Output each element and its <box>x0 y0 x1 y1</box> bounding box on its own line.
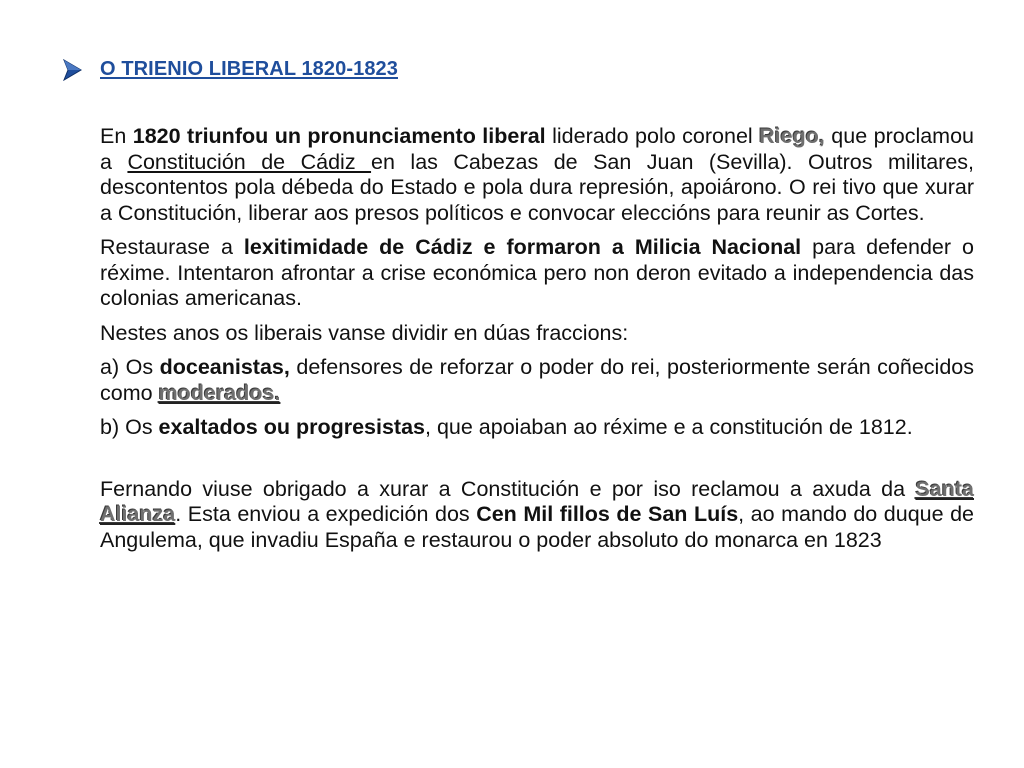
text-run: doceanistas, <box>159 355 290 379</box>
arrow-bullet-icon <box>62 59 82 81</box>
text-run: Riego, <box>759 124 825 148</box>
paragraph-restaurase <box>100 235 974 312</box>
heading-title: O TRIENIO LIBERAL 1820-1823 <box>100 58 398 80</box>
text-run: moderados. <box>158 380 281 405</box>
text-run: defensores de reforzar o poder do rei, posteriormente serán coñecidos como <box>100 355 974 405</box>
text-run: liderado polo coronel <box>545 124 760 148</box>
text-run: para defender o réxime. Intentaron afrontar a crise económica pero non deron evitado a independencia das colonias americanas. <box>100 235 974 310</box>
text-run: exaltados ou progresistas <box>158 415 425 439</box>
text-run: En <box>100 124 133 148</box>
text-run: 1820 triunfou un pronunciamento liberal <box>132 124 546 148</box>
text-run: lexitimidade de Cádiz e formaron a Milicia Nacional <box>243 235 802 259</box>
slide-body <box>100 124 974 562</box>
paragraph-fraccions <box>100 321 974 347</box>
text-run: en las Cabezas de San Juan (Sevilla). Outros militares, descontentos pola débeda do Estado e pola dura represión, apoiárono. O rei tivo que xurar a Constitución, liberar aos presos políticos e convocar eleccións para reunir as Cortes. <box>100 149 974 225</box>
paragraph-santa-alianza <box>100 477 974 554</box>
text-run: que proclamou a <box>100 124 975 174</box>
text-run: b) Os <box>100 415 159 439</box>
text-run: Nestes anos os liberais vanse dividir en dúas fraccions: <box>100 320 629 345</box>
text-run: , ao mando do duque de Angulema, que invadiu España e restaurou o poder absoluto do monarca en 1823 <box>100 502 975 552</box>
paragraph-exaltados <box>100 415 974 441</box>
text-run: . Esta enviou a expedición dos <box>175 502 477 526</box>
text-run: Restaurase a <box>100 235 244 259</box>
paragraph-pronunciamento <box>100 124 974 226</box>
paragraph-doceanistas <box>100 355 974 406</box>
slide-heading <box>62 58 398 81</box>
text-run: Cen Mil fillos de San Luís <box>476 502 739 526</box>
text-run: Constitución de Cádiz <box>127 149 372 174</box>
text-run: Fernando viuse obrigado a xurar a Constitución e por iso reclamou a axuda da <box>100 476 916 501</box>
text-run: Santa Alianza <box>100 476 974 526</box>
text-run: , que apoiaban ao réxime e a constitución de 1812. <box>425 415 913 439</box>
text-run: a) Os <box>100 355 160 379</box>
